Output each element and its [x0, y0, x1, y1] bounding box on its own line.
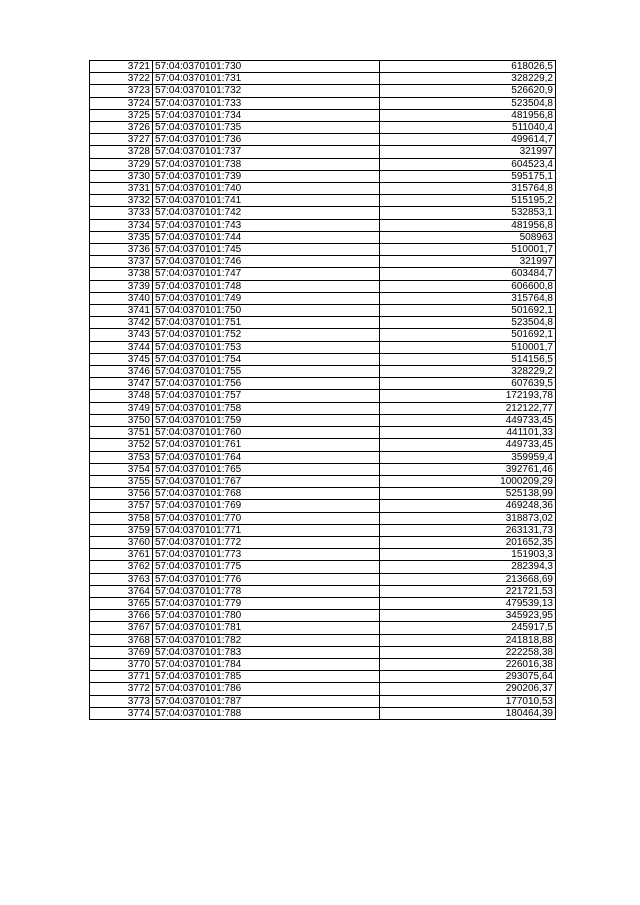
- table-row: [90, 158, 556, 170]
- value-cell: 290206,37: [380, 683, 556, 695]
- row-number-cell: 3725: [90, 109, 153, 121]
- cadastral-number-cell: 57:04:0370101:776: [153, 573, 380, 585]
- row-number-cell: 3728: [90, 146, 153, 158]
- value-cell: 481956,8: [380, 109, 556, 121]
- value-cell: 595175,1: [380, 170, 556, 182]
- value-cell: 469248,36: [380, 500, 556, 512]
- row-number-cell: 3736: [90, 244, 153, 256]
- value-cell: 499614,7: [380, 134, 556, 146]
- value-cell: 441101,33: [380, 427, 556, 439]
- table-row: [90, 683, 556, 695]
- table-row: [90, 475, 556, 487]
- cadastral-value-table: [89, 60, 556, 720]
- value-cell: 226016,38: [380, 658, 556, 670]
- value-cell: 501692,1: [380, 305, 556, 317]
- cadastral-number-cell: 57:04:0370101:747: [153, 268, 380, 280]
- table-row: [90, 61, 556, 73]
- row-number-cell: 3747: [90, 378, 153, 390]
- value-cell: 514156,5: [380, 353, 556, 365]
- table-row: [90, 524, 556, 536]
- value-cell: 501692,1: [380, 329, 556, 341]
- row-number-cell: 3744: [90, 341, 153, 353]
- table-row: [90, 244, 556, 256]
- cadastral-number-cell: 57:04:0370101:772: [153, 536, 380, 548]
- row-number-cell: 3745: [90, 353, 153, 365]
- value-cell: 481956,8: [380, 219, 556, 231]
- cadastral-number-cell: 57:04:0370101:751: [153, 317, 380, 329]
- value-cell: 523504,8: [380, 97, 556, 109]
- table-body: [90, 61, 556, 720]
- cadastral-number-cell: 57:04:0370101:750: [153, 305, 380, 317]
- value-cell: 604523,4: [380, 158, 556, 170]
- cadastral-number-cell: 57:04:0370101:785: [153, 671, 380, 683]
- row-number-cell: 3735: [90, 231, 153, 243]
- value-cell: 328229,2: [380, 366, 556, 378]
- cadastral-number-cell: 57:04:0370101:754: [153, 353, 380, 365]
- cadastral-number-cell: 57:04:0370101:748: [153, 280, 380, 292]
- cadastral-number-cell: 57:04:0370101:771: [153, 524, 380, 536]
- value-cell: 532853,1: [380, 207, 556, 219]
- cadastral-number-cell: 57:04:0370101:730: [153, 61, 380, 73]
- value-cell: 172193,78: [380, 390, 556, 402]
- cadastral-number-cell: 57:04:0370101:778: [153, 585, 380, 597]
- row-number-cell: 3730: [90, 170, 153, 182]
- row-number-cell: 3753: [90, 451, 153, 463]
- row-number-cell: 3771: [90, 671, 153, 683]
- table-row: [90, 390, 556, 402]
- row-number-cell: 3731: [90, 183, 153, 195]
- row-number-cell: 3765: [90, 597, 153, 609]
- cadastral-number-cell: 57:04:0370101:765: [153, 463, 380, 475]
- value-cell: 392761,46: [380, 463, 556, 475]
- row-number-cell: 3756: [90, 488, 153, 500]
- value-cell: 603484,7: [380, 268, 556, 280]
- cadastral-number-cell: 57:04:0370101:739: [153, 170, 380, 182]
- table-row: [90, 146, 556, 158]
- value-cell: 321997: [380, 256, 556, 268]
- cadastral-number-cell: 57:04:0370101:773: [153, 549, 380, 561]
- value-cell: 263131,73: [380, 524, 556, 536]
- cadastral-number-cell: 57:04:0370101:781: [153, 622, 380, 634]
- table-row: [90, 610, 556, 622]
- row-number-cell: 3746: [90, 366, 153, 378]
- value-cell: 479539,13: [380, 597, 556, 609]
- cadastral-number-cell: 57:04:0370101:784: [153, 658, 380, 670]
- table-row: [90, 134, 556, 146]
- cadastral-number-cell: 57:04:0370101:761: [153, 439, 380, 451]
- row-number-cell: 3769: [90, 646, 153, 658]
- cadastral-number-cell: 57:04:0370101:770: [153, 512, 380, 524]
- row-number-cell: 3768: [90, 634, 153, 646]
- value-cell: 526620,9: [380, 85, 556, 97]
- table-row: [90, 585, 556, 597]
- table-row: [90, 85, 556, 97]
- value-cell: 241818,88: [380, 634, 556, 646]
- table-row: [90, 439, 556, 451]
- value-cell: 315764,8: [380, 292, 556, 304]
- value-cell: 510001,7: [380, 341, 556, 353]
- value-cell: 359959,4: [380, 451, 556, 463]
- row-number-cell: 3767: [90, 622, 153, 634]
- row-number-cell: 3752: [90, 439, 153, 451]
- row-number-cell: 3763: [90, 573, 153, 585]
- value-cell: 315764,8: [380, 183, 556, 195]
- cadastral-number-cell: 57:04:0370101:767: [153, 475, 380, 487]
- table-row: [90, 622, 556, 634]
- row-number-cell: 3760: [90, 536, 153, 548]
- row-number-cell: 3724: [90, 97, 153, 109]
- table-row: [90, 573, 556, 585]
- cadastral-number-cell: 57:04:0370101:743: [153, 219, 380, 231]
- row-number-cell: 3742: [90, 317, 153, 329]
- row-number-cell: 3740: [90, 292, 153, 304]
- row-number-cell: 3750: [90, 414, 153, 426]
- value-cell: 151903,3: [380, 549, 556, 561]
- cadastral-number-cell: 57:04:0370101:775: [153, 561, 380, 573]
- cadastral-number-cell: 57:04:0370101:731: [153, 73, 380, 85]
- table-row: [90, 463, 556, 475]
- cadastral-number-cell: 57:04:0370101:760: [153, 427, 380, 439]
- cadastral-number-cell: 57:04:0370101:742: [153, 207, 380, 219]
- table-row: [90, 73, 556, 85]
- cadastral-number-cell: 57:04:0370101:769: [153, 500, 380, 512]
- cadastral-number-cell: 57:04:0370101:744: [153, 231, 380, 243]
- cadastral-number-cell: 57:04:0370101:782: [153, 634, 380, 646]
- cadastral-number-cell: 57:04:0370101:752: [153, 329, 380, 341]
- cadastral-number-cell: 57:04:0370101:756: [153, 378, 380, 390]
- table-row: [90, 414, 556, 426]
- row-number-cell: 3737: [90, 256, 153, 268]
- table-row: [90, 256, 556, 268]
- value-cell: 212122,77: [380, 402, 556, 414]
- cadastral-number-cell: 57:04:0370101:745: [153, 244, 380, 256]
- table-row: [90, 353, 556, 365]
- value-cell: 282394,3: [380, 561, 556, 573]
- value-cell: 213668,69: [380, 573, 556, 585]
- value-cell: 606600,8: [380, 280, 556, 292]
- value-cell: 318873,02: [380, 512, 556, 524]
- table-row: [90, 695, 556, 707]
- row-number-cell: 3739: [90, 280, 153, 292]
- cadastral-number-cell: 57:04:0370101:788: [153, 707, 380, 719]
- row-number-cell: 3741: [90, 305, 153, 317]
- cadastral-number-cell: 57:04:0370101:779: [153, 597, 380, 609]
- value-cell: 222258,38: [380, 646, 556, 658]
- cadastral-number-cell: 57:04:0370101:732: [153, 85, 380, 97]
- table-row: [90, 170, 556, 182]
- table-row: [90, 378, 556, 390]
- table-row: [90, 366, 556, 378]
- row-number-cell: 3761: [90, 549, 153, 561]
- cadastral-number-cell: 57:04:0370101:759: [153, 414, 380, 426]
- value-cell: 293075,64: [380, 671, 556, 683]
- cadastral-number-cell: 57:04:0370101:740: [153, 183, 380, 195]
- row-number-cell: 3764: [90, 585, 153, 597]
- table-row: [90, 268, 556, 280]
- cadastral-number-cell: 57:04:0370101:780: [153, 610, 380, 622]
- cadastral-number-cell: 57:04:0370101:783: [153, 646, 380, 658]
- value-cell: 328229,2: [380, 73, 556, 85]
- table-row: [90, 488, 556, 500]
- cadastral-number-cell: 57:04:0370101:746: [153, 256, 380, 268]
- table-row: [90, 122, 556, 134]
- cadastral-number-cell: 57:04:0370101:738: [153, 158, 380, 170]
- table-row: [90, 207, 556, 219]
- table-row: [90, 341, 556, 353]
- cadastral-number-cell: 57:04:0370101:733: [153, 97, 380, 109]
- row-number-cell: 3766: [90, 610, 153, 622]
- row-number-cell: 3727: [90, 134, 153, 146]
- value-cell: 618026,5: [380, 61, 556, 73]
- cadastral-number-cell: 57:04:0370101:737: [153, 146, 380, 158]
- row-number-cell: 3726: [90, 122, 153, 134]
- row-number-cell: 3773: [90, 695, 153, 707]
- row-number-cell: 3743: [90, 329, 153, 341]
- table-row: [90, 646, 556, 658]
- table-row: [90, 427, 556, 439]
- row-number-cell: 3748: [90, 390, 153, 402]
- row-number-cell: 3721: [90, 61, 153, 73]
- table-row: [90, 305, 556, 317]
- table-row: [90, 451, 556, 463]
- value-cell: 511040,4: [380, 122, 556, 134]
- row-number-cell: 3729: [90, 158, 153, 170]
- cadastral-number-cell: 57:04:0370101:749: [153, 292, 380, 304]
- value-cell: 508963: [380, 231, 556, 243]
- table-row: [90, 97, 556, 109]
- row-number-cell: 3755: [90, 475, 153, 487]
- table-row: [90, 402, 556, 414]
- table-row: [90, 561, 556, 573]
- cadastral-number-cell: 57:04:0370101:734: [153, 109, 380, 121]
- cadastral-number-cell: 57:04:0370101:753: [153, 341, 380, 353]
- table-row: [90, 219, 556, 231]
- row-number-cell: 3733: [90, 207, 153, 219]
- table-row: [90, 707, 556, 719]
- table-row: [90, 317, 556, 329]
- table-row: [90, 109, 556, 121]
- cadastral-number-cell: 57:04:0370101:787: [153, 695, 380, 707]
- row-number-cell: 3751: [90, 427, 153, 439]
- value-cell: 345923,95: [380, 610, 556, 622]
- cadastral-number-cell: 57:04:0370101:736: [153, 134, 380, 146]
- row-number-cell: 3738: [90, 268, 153, 280]
- value-cell: 1000209,29: [380, 475, 556, 487]
- table-row: [90, 536, 556, 548]
- cadastral-number-cell: 57:04:0370101:757: [153, 390, 380, 402]
- value-cell: 510001,7: [380, 244, 556, 256]
- row-number-cell: 3774: [90, 707, 153, 719]
- row-number-cell: 3734: [90, 219, 153, 231]
- cadastral-number-cell: 57:04:0370101:755: [153, 366, 380, 378]
- table-row: [90, 292, 556, 304]
- row-number-cell: 3762: [90, 561, 153, 573]
- cadastral-number-cell: 57:04:0370101:786: [153, 683, 380, 695]
- cadastral-number-cell: 57:04:0370101:764: [153, 451, 380, 463]
- table-row: [90, 329, 556, 341]
- table-row: [90, 634, 556, 646]
- table-row: [90, 658, 556, 670]
- row-number-cell: 3749: [90, 402, 153, 414]
- cadastral-number-cell: 57:04:0370101:768: [153, 488, 380, 500]
- value-cell: 515195,2: [380, 195, 556, 207]
- table-row: [90, 231, 556, 243]
- row-number-cell: 3770: [90, 658, 153, 670]
- cadastral-number-cell: 57:04:0370101:735: [153, 122, 380, 134]
- table-row: [90, 280, 556, 292]
- row-number-cell: 3759: [90, 524, 153, 536]
- row-number-cell: 3758: [90, 512, 153, 524]
- value-cell: 449733,45: [380, 414, 556, 426]
- value-cell: 177010,53: [380, 695, 556, 707]
- value-cell: 245917,5: [380, 622, 556, 634]
- cadastral-number-cell: 57:04:0370101:741: [153, 195, 380, 207]
- table-row: [90, 512, 556, 524]
- value-cell: 607639,5: [380, 378, 556, 390]
- value-cell: 449733,45: [380, 439, 556, 451]
- cadastral-number-cell: 57:04:0370101:758: [153, 402, 380, 414]
- row-number-cell: 3723: [90, 85, 153, 97]
- value-cell: 321997: [380, 146, 556, 158]
- value-cell: 523504,8: [380, 317, 556, 329]
- table-row: [90, 500, 556, 512]
- value-cell: 201652,35: [380, 536, 556, 548]
- row-number-cell: 3732: [90, 195, 153, 207]
- value-cell: 525138,99: [380, 488, 556, 500]
- row-number-cell: 3757: [90, 500, 153, 512]
- table-row: [90, 549, 556, 561]
- table-row: [90, 183, 556, 195]
- value-cell: 180464,39: [380, 707, 556, 719]
- table-row: [90, 597, 556, 609]
- row-number-cell: 3754: [90, 463, 153, 475]
- table-row: [90, 195, 556, 207]
- value-cell: 221721,53: [380, 585, 556, 597]
- table-row: [90, 671, 556, 683]
- row-number-cell: 3722: [90, 73, 153, 85]
- row-number-cell: 3772: [90, 683, 153, 695]
